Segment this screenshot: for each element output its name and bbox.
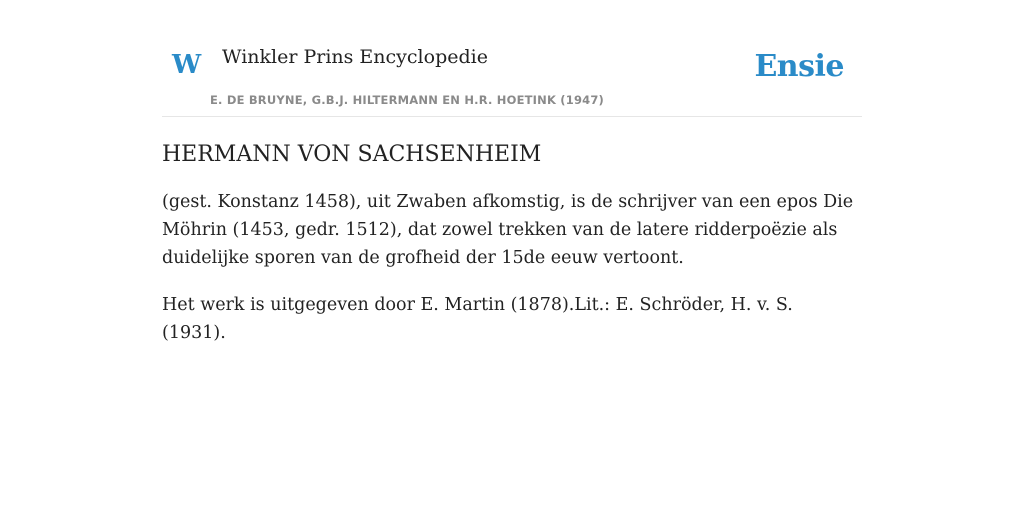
ensie-logo[interactable]: Ensie <box>754 49 844 84</box>
source-logo-icon[interactable]: W <box>172 50 202 80</box>
entry-title: HERMANN VON SACHSENHEIM <box>162 142 542 167</box>
source-header <box>162 0 862 117</box>
entry-content <box>162 140 862 366</box>
source-title-link[interactable]: Winkler Prins Encyclopedie <box>222 46 488 68</box>
entry-paragraph-2: Het werk is uitgegeven door E. Martin (1878).Lit.: E. Schröder, H. v. S. (1931). <box>162 295 793 343</box>
entry-paragraph-1: (gest. Konstanz 1458), uit Zwaben afkomstig, is de schrijver van een epos Die Möhrin (1453, gedr. 1512), dat zowel trekken van de latere ridderpoëzie als duidelijke sporen van de grofheid der 15de eeuw vertoont. <box>162 192 854 268</box>
source-authors: E. DE BRUYNE, G.B.J. HILTERMANN EN H.R. HOETINK (1947) <box>210 93 605 107</box>
